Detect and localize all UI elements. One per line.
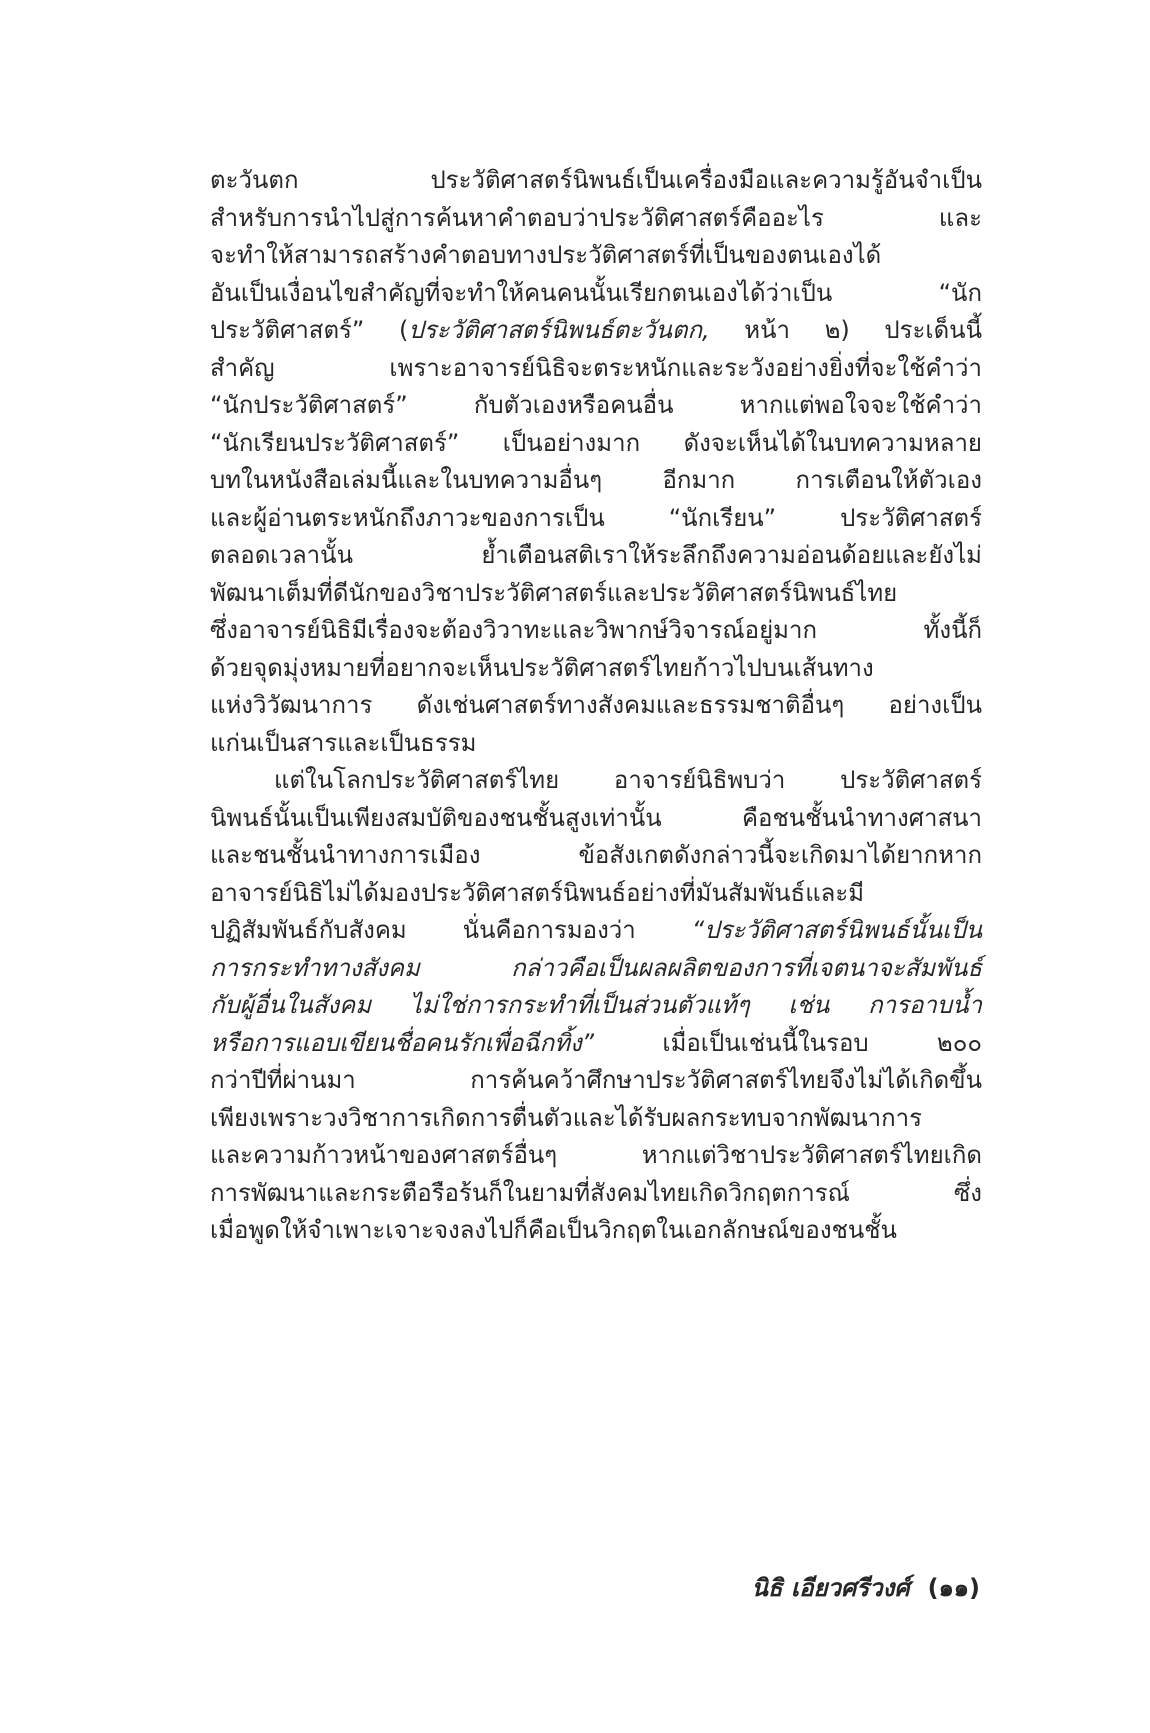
text-line: กว่าปีที่ผ่านมา การค้นคว้าศึกษาประวัติศาสตร์ไทยจึงไม่ได้เกิดขึ้น: [210, 1066, 982, 1094]
text-line: ตะวันตก ประวัติศาสตร์นิพนธ์เป็นเครื่องมือและความรู้อันจำเป็น: [210, 166, 982, 194]
text-line: อาจารย์นิธิไม่ได้มองประวัติศาสตร์นิพนธ์อย่างที่มันสัมพันธ์และมี: [210, 878, 865, 907]
text-run: หน้า ๒) ประเด็นนี้: [709, 316, 982, 344]
running-footer-author: นิธิ เอียวศรีวงศ์: [751, 1574, 910, 1602]
text-line: และชนชั้นนำทางการเมือง ข้อสังเกตดังกล่าวนี้จะเกิดมาได้ยากหาก: [210, 841, 982, 869]
text-line: ซึ่งอาจารย์นิธิมีเรื่องจะต้องวิวาทะและวิพากษ์วิจารณ์อยู่มาก ทั้งนี้ก็: [210, 616, 982, 644]
text-line: และผู้อ่านตระหนักถึงภาวะของการเป็น “นักเรียน” ประวัติศาสตร์: [210, 503, 982, 532]
text-line: “นักเรียนประวัติศาสตร์” เป็นอย่างมาก ดังจะเห็นได้ในบทความหลาย: [210, 428, 982, 457]
body-text: [210, 162, 982, 1250]
text-line: พัฒนาเต็มที่ดีนักของวิชาประวัติศาสตร์และประวัติศาสตร์นิพนธ์ไทย: [210, 578, 898, 607]
text-line: ตลอดเวลานั้น ย้ำเตือนสติเราให้ระลึกถึงความอ่อนด้อยและยังไม่: [210, 541, 982, 569]
text-run: ปฏิสัมพันธ์กับสังคม นั่นคือการมองว่า: [210, 916, 692, 944]
text-run: ประวัติศาสตร์” (: [210, 316, 409, 344]
text-line: และความก้าวหน้าของศาสตร์อื่นๆ หากแต่วิชาประวัติศาสตร์ไทยเกิด: [210, 1141, 982, 1169]
text-line: บทในหนังสือเล่มนี้และในบทความอื่นๆ อีกมาก การเตือนให้ตัวเอง: [210, 466, 982, 494]
text-line-with-citation: [210, 312, 982, 350]
text-line: ด้วยจุดมุ่งหมายที่อยากจะเห็นประวัติศาสตร์ไทยก้าวไปบนเส้นทาง: [210, 653, 874, 682]
quote-line: การกระทำทางสังคม กล่าวคือเป็นผลผลิตของการที่เจตนาจะสัมพันธ์: [210, 953, 982, 982]
text-line: สำคัญ เพราะอาจารย์นิธิจะตระหนักและระวังอย่างยิ่งที่จะใช้คำว่า: [210, 353, 982, 382]
text-line-with-quote: [210, 912, 982, 950]
text-line: การพัฒนาและกระตือรือร้นก็ในยามที่สังคมไทยเกิดวิกฤตการณ์ ซึ่ง: [210, 1178, 982, 1207]
text-line-paragraph-start: แต่ในโลกประวัติศาสตร์ไทย อาจารย์นิธิพบว่า ประวัติศาสตร์: [274, 766, 982, 794]
book-title-citation: ประวัติศาสตร์นิพนธ์ตะวันตก,: [408, 316, 710, 344]
text-line: เพียงเพราะวงวิชาการเกิดการตื่นตัวและได้รับผลกระทบจากพัฒนาการ: [210, 1103, 923, 1132]
text-line: สำหรับการนำไปสู่การค้นหาคำตอบว่าประวัติศาสตร์คืออะไร และ: [210, 203, 982, 232]
text-line: “นักประวัติศาสตร์” กับตัวเองหรือคนอื่น หากแต่พอใจจะใช้คำว่า: [210, 391, 982, 419]
text-run: เมื่อเป็นเช่นนี้ในรอบ ๒๐๐: [594, 1028, 982, 1057]
text-line: จะทำให้สามารถสร้างคำตอบทางประวัติศาสตร์ที่เป็นของตนเองได้: [210, 241, 882, 269]
text-line: นิพนธ์นั้นเป็นเพียงสมบัติของชนชั้นสูงเท่านั้น คือชนชั้นนำทางศาสนา: [210, 803, 982, 832]
text-line-paragraph-end: แก่นเป็นสารและเป็นธรรม: [210, 728, 477, 757]
text-line-with-quote: [210, 1025, 982, 1063]
text-line: อันเป็นเงื่อนไขสำคัญที่จะทำให้คนคนนั้นเรียกตนเองได้ว่าเป็น “นัก: [210, 278, 982, 307]
page-footer: [751, 1572, 980, 1604]
text-line: เมื่อพูดให้จำเพาะเจาะจงลงไปก็คือเป็นวิกฤตในเอกลักษณ์ของชนชั้น: [210, 1216, 897, 1244]
text-line: แห่งวิวัฒนาการ ดังเช่นศาสตร์ทางสังคมและธรรมชาติอื่นๆ อย่างเป็น: [210, 691, 982, 719]
quote-text: “ประวัติศาสตร์นิพนธ์นั้นเป็น: [691, 916, 982, 944]
quote-text: หรือการแอบเขียนชื่อคนรักเพื่อฉีกทิ้ง”: [210, 1028, 595, 1057]
quote-line: กับผู้อื่นในสังคม ไม่ใช่การกระทำที่เป็นส่วนตัวแท้ๆ เช่น การอาบน้ำ: [210, 991, 982, 1019]
page-number: (๑๑): [927, 1574, 980, 1602]
